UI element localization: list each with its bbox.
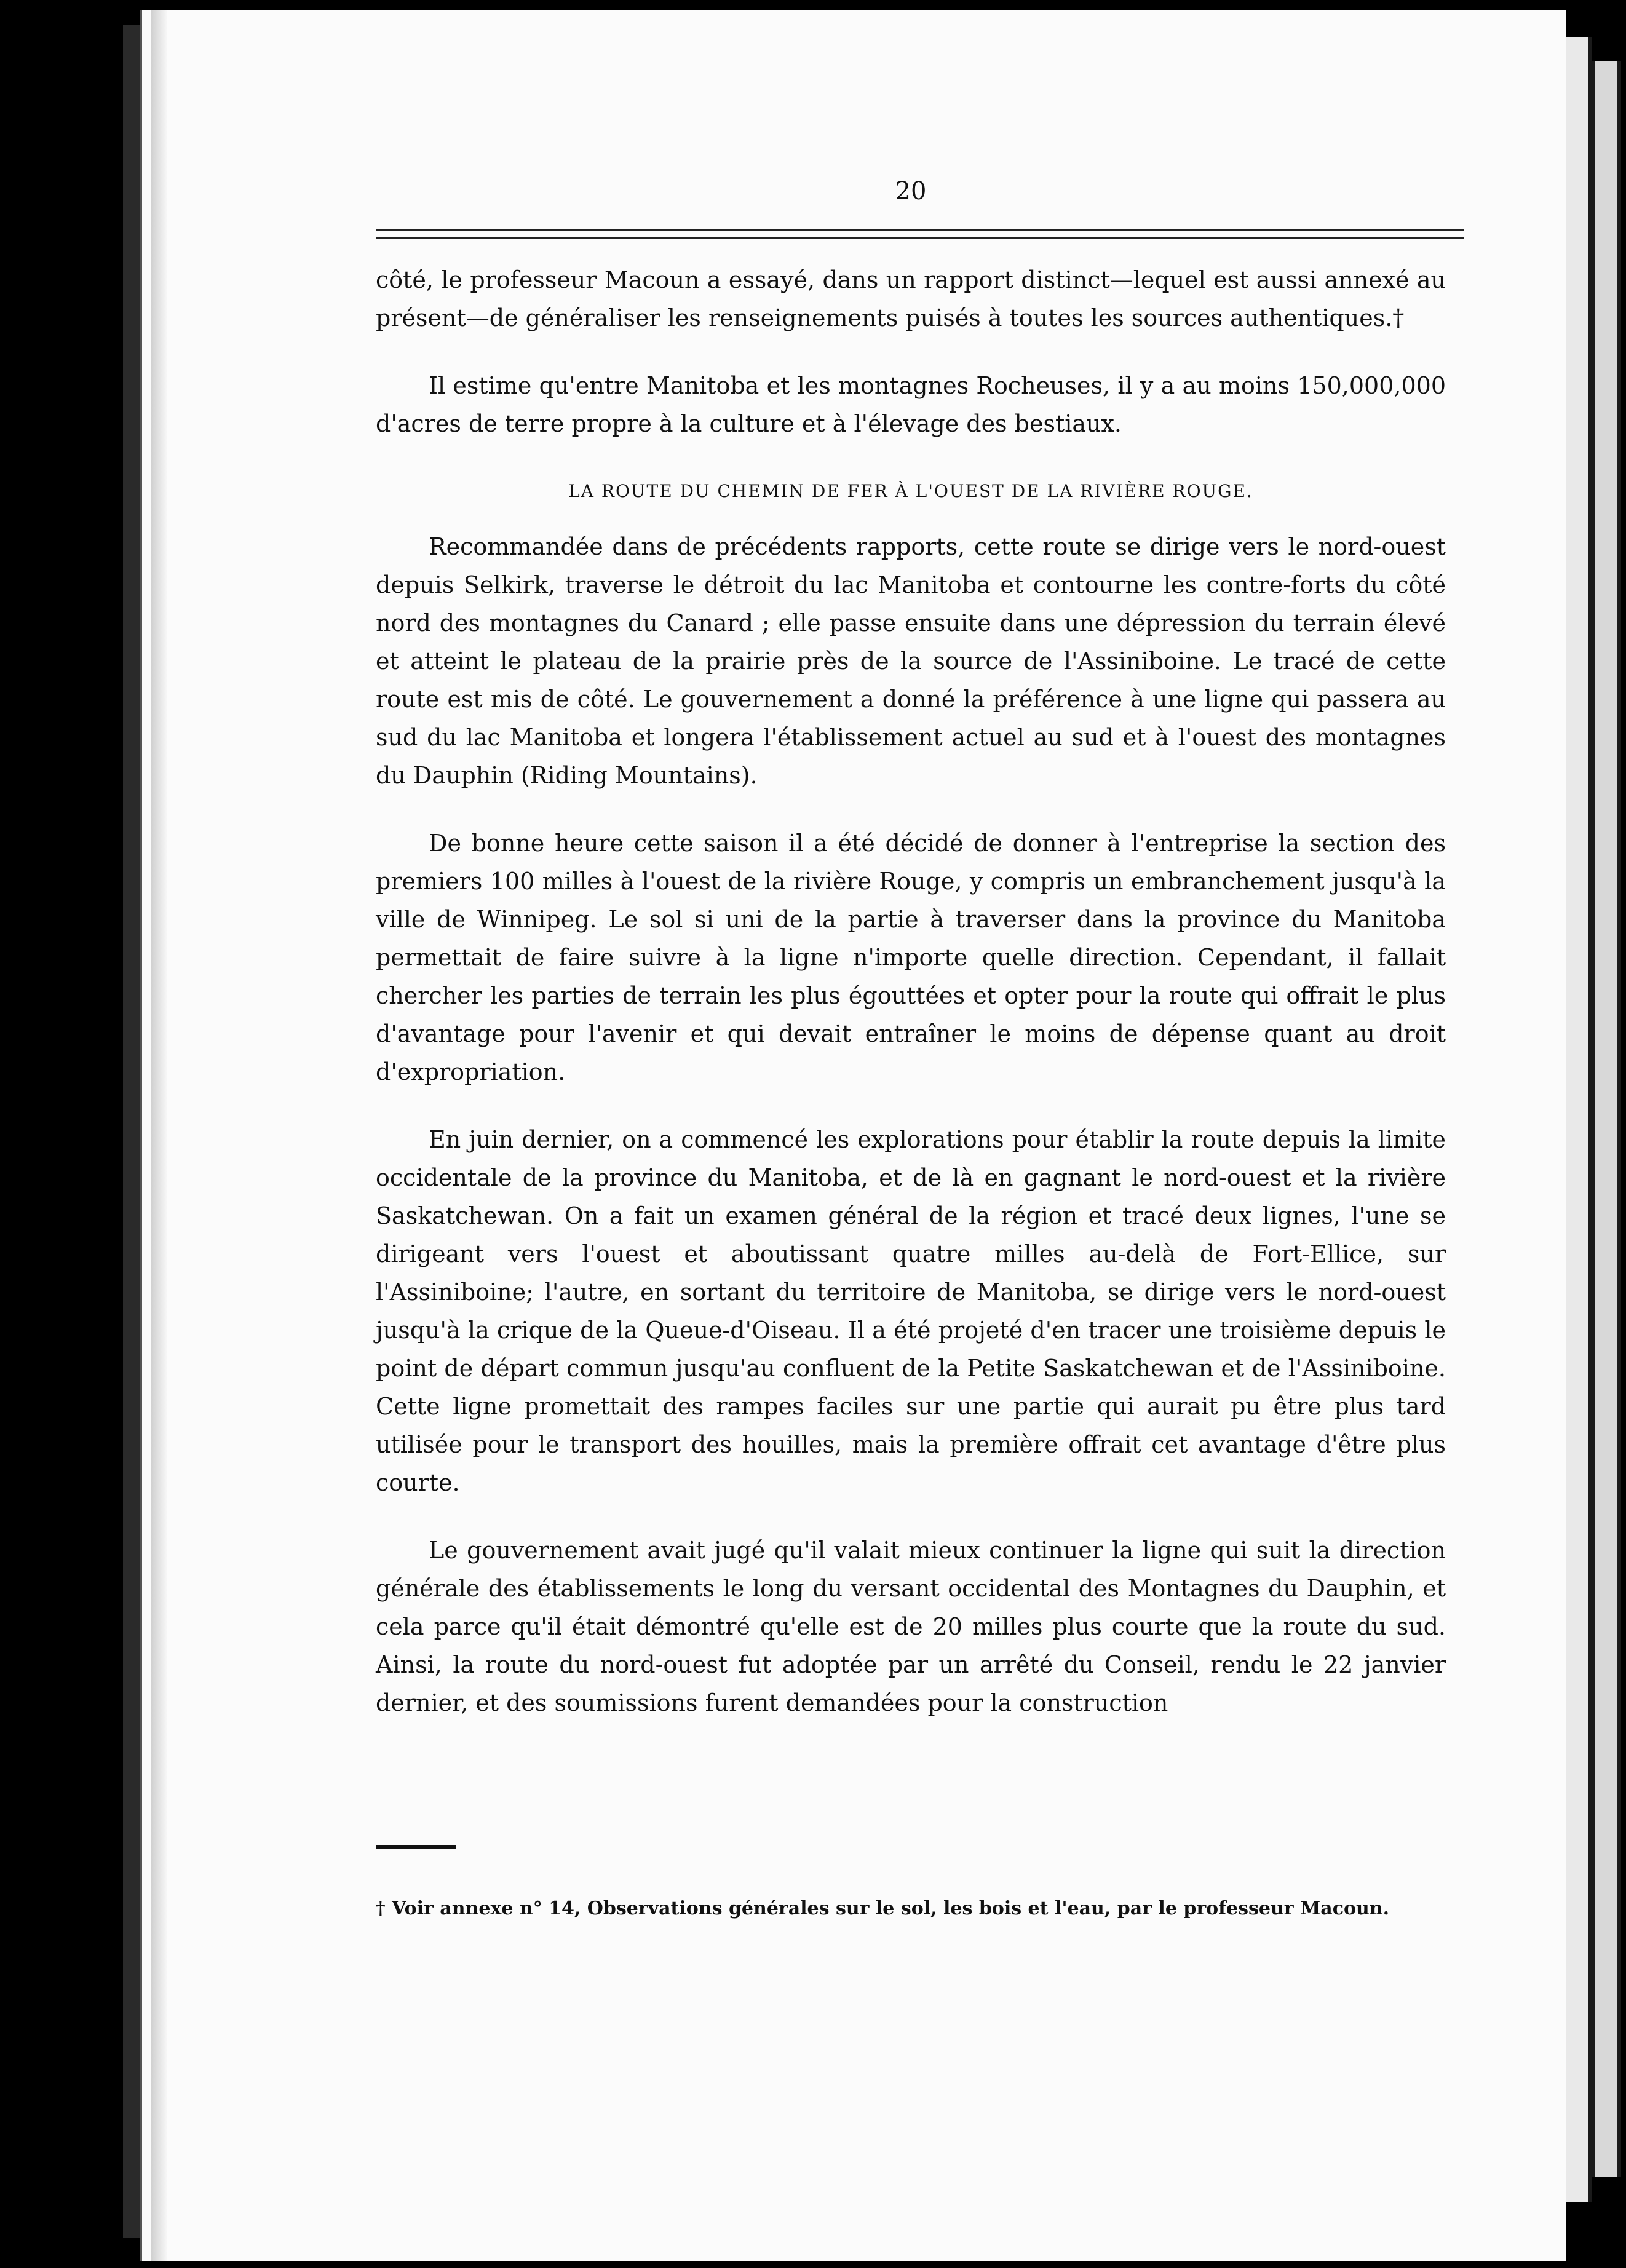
paragraph: En juin dernier, on a commencé les explorations pour établir la route depuis la limite occidentale de la province du Manitoba, et de là en gagnant le nord-ouest et la rivière Saskatchewan. On a fait un examen général de la région et tracé deux lignes, l'une se dirigeant vers l'ouest et aboutissant quatre milles au-delà de Fort-Ellice, sur l'Assiniboine; l'autre, en sortant du territoire de Manitoba, se dirige vers le nord-ouest jusqu'à la crique de la Queue-d'Oiseau. Il a été projeté d'en tracer une troisième depuis le point de départ commun jusqu'au confluent de la Petite Saskatchewan et de l'Assiniboine. Cette ligne promettait des rampes faciles sur une partie qui aurait pu être plus tard utilisée pour le transport des houilles, mais la première offrait cet avantage d'être plus courte. [376, 1126, 1446, 1496]
paragraph: De bonne heure cette saison il a été décidé de donner à l'entreprise la section des premiers 100 milles à l'ouest de la rivière Rouge, y compris un embranchement jusqu'à la ville de Winnipeg. Le sol si uni de la partie à traverser dans la province du Manitoba permettait de faire suivre à la ligne n'importe quelle direction. Cependant, il fallait chercher les parties de terrain les plus égouttées et opter pour la route qui offrait le plus d'avantage pour l'avenir et qui devait entraîner le moins de dépense quant au droit d'expropriation. [376, 830, 1446, 1085]
page-stack-edge [1592, 61, 1621, 2177]
header-rule [376, 229, 1464, 231]
footnote-rule [376, 1845, 456, 1849]
body-text [376, 261, 1446, 1751]
paragraph: Il estime qu'entre Manitoba et les montagnes Rocheuses, il y a au moins 150,000,000 d'acres de terre propre à la culture et à l'élevage des bestiaux. [376, 372, 1446, 437]
header-rule [376, 237, 1464, 239]
page-stack-edge [1562, 37, 1592, 2202]
page-number: 20 [895, 177, 927, 205]
paragraph: Le gouvernement avait jugé qu'il valait mieux continuer la ligne qui suit la direction générale des établissements le long du versant occidental des Montagnes du Dauphin, et cela parce qu'il était démontré qu'elle est de 20 milles plus courte que la route du sud. Ainsi, la route du nord-ouest fut adoptée par un arrêté du Conseil, rendu le 22 janvier dernier, et des soumissions furent demandées pour la construction [376, 1537, 1446, 1716]
section-heading: LA ROUTE DU CHEMIN DE FER À L'OUEST DE LA RIVIÈRE ROUGE. [568, 481, 1253, 501]
footnote: † Voir annexe n° 14, Observations générales sur le sol, les bois et l'eau, par le professeur Macoun. [376, 1898, 1390, 1919]
paragraph: Recommandée dans de précédents rapports, cette route se dirige vers le nord-ouest depuis Selkirk, traverse le détroit du lac Manitoba et contourne les contre-forts du côté nord des montagnes du Canard ; elle passe ensuite dans une dépression du terrain élevé et atteint le plateau de la prairie près de la source de l'Assiniboine. Le tracé de cette route est mis de côté. Le gouvernement a donné la préférence à une ligne qui passera au sud du lac Manitoba et longera l'établissement actuel au sud et à l'ouest des montagnes du Dauphin (Riding Mountains). [376, 533, 1446, 789]
paragraph: côté, le professeur Macoun a essayé, dans un rapport distinct—lequel est aussi annexé au présent—de généraliser les renseignements puisés à toutes les sources authentiques.† [376, 266, 1446, 331]
page-fold-shadow [151, 10, 167, 2261]
document-page [140, 10, 1566, 2261]
